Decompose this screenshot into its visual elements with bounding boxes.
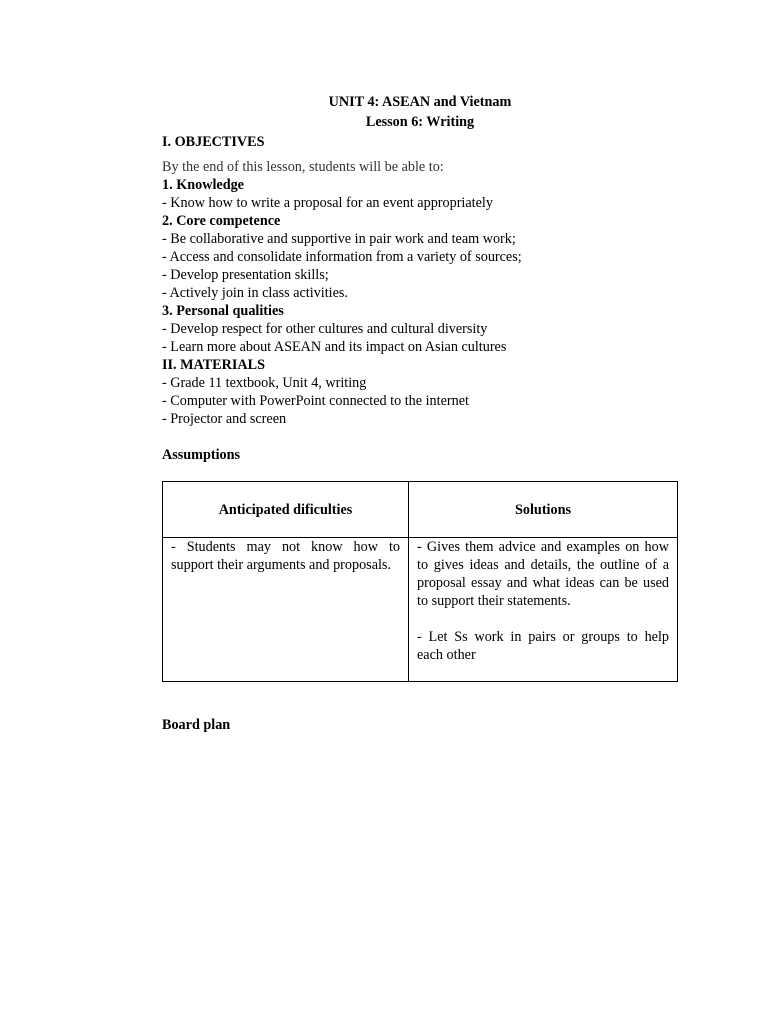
knowledge-item: - Know how to write a proposal for an event appropriately — [162, 195, 493, 211]
unit-title: UNIT 4: ASEAN and Vietnam — [328, 94, 512, 110]
solutions-column-header: Solutions — [409, 482, 678, 538]
board-plan-heading: Board plan — [162, 717, 231, 734]
materials-item: - Projector and screen — [162, 411, 287, 427]
core-competence-item: - Develop presentation skills; — [162, 267, 329, 283]
materials-heading: II. MATERIALS — [162, 357, 266, 373]
core-competence-item: - Be collaborative and supportive in pair work and team work; — [162, 231, 516, 247]
table-header-row — [163, 482, 678, 538]
solutions-cell — [409, 538, 678, 682]
personal-qualities-item: - Learn more about ASEAN and its impact on Asian cultures — [162, 339, 507, 355]
objectives-intro: By the end of this lesson, students will be able to: — [162, 159, 444, 175]
assumptions-heading: Assumptions — [162, 447, 241, 463]
core-competence-heading: 2. Core competence — [162, 213, 281, 229]
difficulty-text: - Students may not know how to support their arguments and proposals. — [171, 539, 400, 573]
lesson-title: Lesson 6: Writing — [365, 114, 475, 130]
table-row — [163, 538, 678, 682]
paragraph-spacer — [417, 610, 669, 628]
core-competence-item: - Access and consolidate information from a variety of sources; — [162, 249, 522, 265]
materials-item: - Grade 11 textbook, Unit 4, writing — [162, 375, 367, 391]
materials-item: - Computer with PowerPoint connected to the internet — [162, 393, 469, 409]
core-competence-item: - Actively join in class activities. — [162, 285, 348, 301]
personal-qualities-item: - Develop respect for other cultures and cultural diversity — [162, 321, 488, 337]
difficulties-solutions-table — [162, 481, 678, 682]
lesson-plan-page — [162, 92, 678, 734]
objectives-heading: I. OBJECTIVES — [162, 134, 265, 150]
solution-text: - Let Ss work in pairs or groups to help each other — [417, 629, 669, 663]
difficulties-column-header: Anticipated dificulties — [163, 482, 409, 538]
solution-text: - Gives them advice and examples on how to gives ideas and details, the outline of a proposal essay and what ideas can be used to support their statements. — [417, 539, 669, 609]
knowledge-heading: 1. Knowledge — [162, 177, 244, 193]
difficulty-cell — [163, 538, 409, 682]
personal-qualities-heading: 3. Personal qualities — [162, 303, 284, 319]
